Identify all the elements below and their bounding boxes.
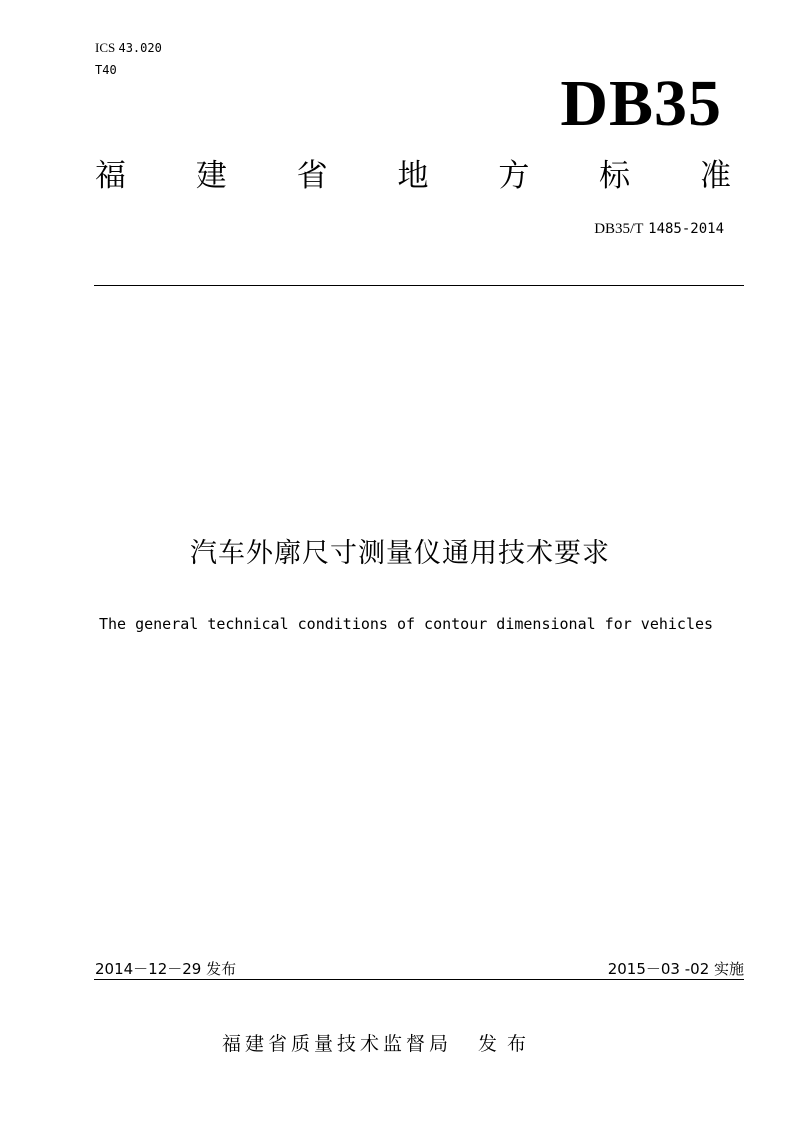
category-char: 地 bbox=[397, 158, 429, 194]
standard-number-prefix: DB35/T bbox=[594, 221, 644, 237]
header-divider bbox=[94, 285, 744, 286]
document-title-english: The general technical conditions of contour dimensional for vehicles bbox=[98, 615, 714, 633]
document-title-chinese: 汽车外廓尺寸测量仪通用技术要求 bbox=[190, 538, 610, 569]
category-char: 方 bbox=[498, 158, 530, 194]
ics-label: ICS bbox=[95, 40, 116, 55]
publisher-action: 发布 bbox=[478, 1033, 537, 1055]
implementation-date: 2015－03 -02 实施 bbox=[607, 960, 744, 978]
publisher-line bbox=[222, 1030, 536, 1058]
category-char: 省 bbox=[296, 158, 328, 194]
publisher-name: 福建省质量技术监督局 bbox=[222, 1033, 453, 1055]
date-divider bbox=[94, 979, 744, 980]
ics-number: 43.020 bbox=[118, 41, 162, 55]
ics-code-line bbox=[95, 40, 162, 56]
issue-date: 2014－12－29 发布 bbox=[95, 960, 237, 978]
classification-code: T40 bbox=[95, 63, 117, 77]
standard-category bbox=[95, 154, 731, 198]
category-char: 标 bbox=[599, 158, 631, 194]
standard-number-code: 1485-2014 bbox=[648, 221, 724, 237]
category-char: 建 bbox=[195, 158, 227, 194]
category-char: 福 bbox=[95, 158, 126, 194]
standard-number bbox=[594, 218, 724, 239]
category-char: 准 bbox=[699, 158, 731, 194]
db-logo: DB35 bbox=[560, 67, 722, 140]
